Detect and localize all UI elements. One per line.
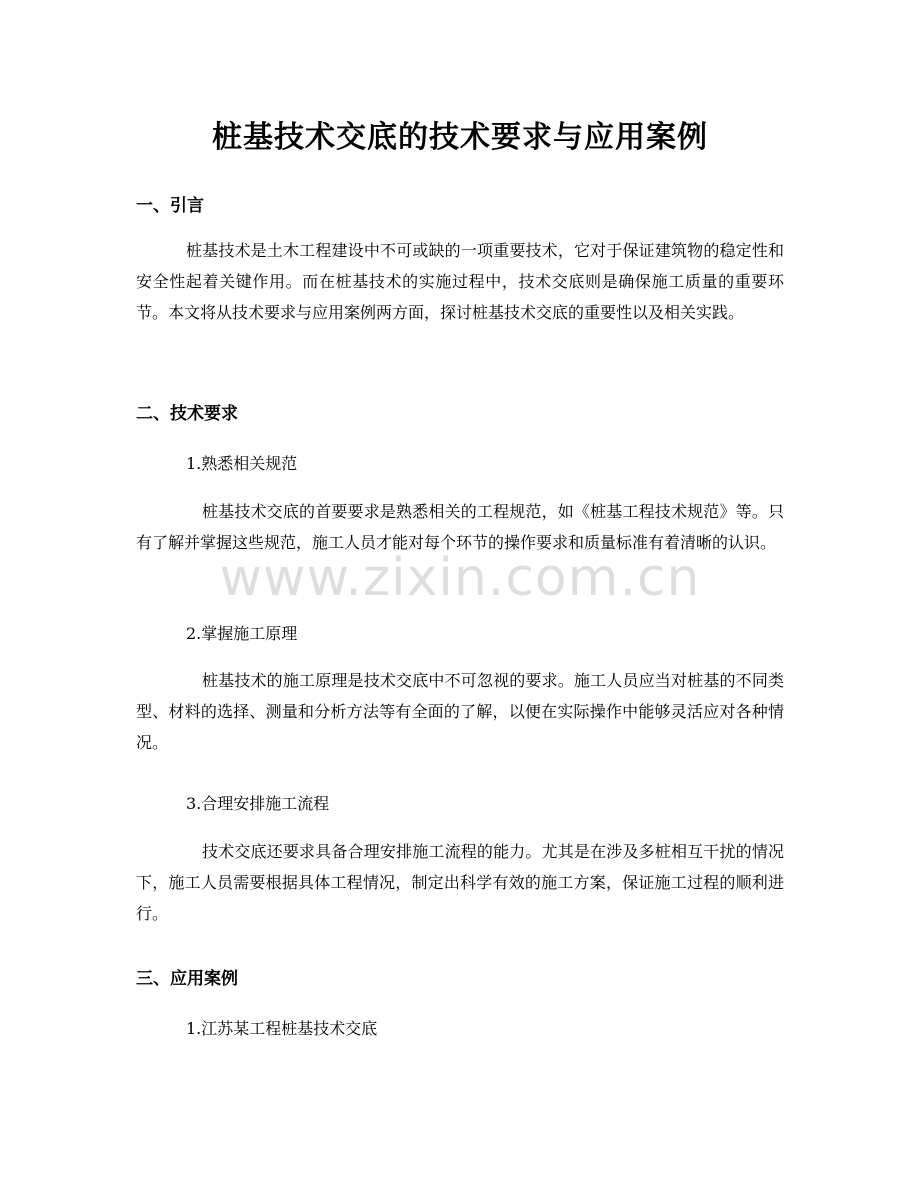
document-title: 桩基技术交底的技术要求与应用案例 (212, 120, 708, 155)
requirement-item-title: 2.掌握施工原理 (186, 624, 298, 643)
requirement-item-paragraph: 桩基技术交底的首要要求是熟悉相关的工程规范，如《桩基工程技术规范》等。只有了解并掌握这些规范，施工人员才能对每个环节的操作要求和质量标准有着清晰的认识。 (136, 502, 784, 552)
requirement-item-title: 3.合理安排施工流程 (186, 794, 330, 813)
requirement-item-paragraph: 技术交底还要求具备合理安排施工流程的能力。尤其是在涉及多桩相互干扰的情况下，施工人员需要根据具体工程情况，制定出科学有效的施工方案，保证施工过程的顺利进行。 (136, 842, 784, 923)
section-heading-cases: 三、应用案例 (136, 969, 238, 989)
section-heading-intro: 一、引言 (136, 196, 204, 216)
requirement-item-paragraph: 桩基技术的施工原理是技术交底中不可忽视的要求。施工人员应当对桩基的不同类型、材料的选择、测量和分析方法等有全面的了解，以便在实际操作中能够灵活应对各种情况。 (136, 671, 784, 752)
requirement-item-title: 1.熟悉相关规范 (186, 454, 298, 473)
watermark-text: www.zixin.com.cn (219, 548, 701, 608)
intro-paragraph: 桩基技术是土木工程建设中不可或缺的一项重要技术，它对于保证建筑物的稳定性和安全性起着关键作用。而在桩基技术的实施过程中，技术交底则是确保施工质量的重要环节。本文将从技术要求与应用案例两方面，探讨桩基技术交底的重要性以及相关实践。 (136, 241, 784, 322)
case-item-title: 1.江苏某工程桩基技术交底 (186, 1019, 378, 1038)
section-heading-requirements: 二、技术要求 (136, 404, 238, 424)
